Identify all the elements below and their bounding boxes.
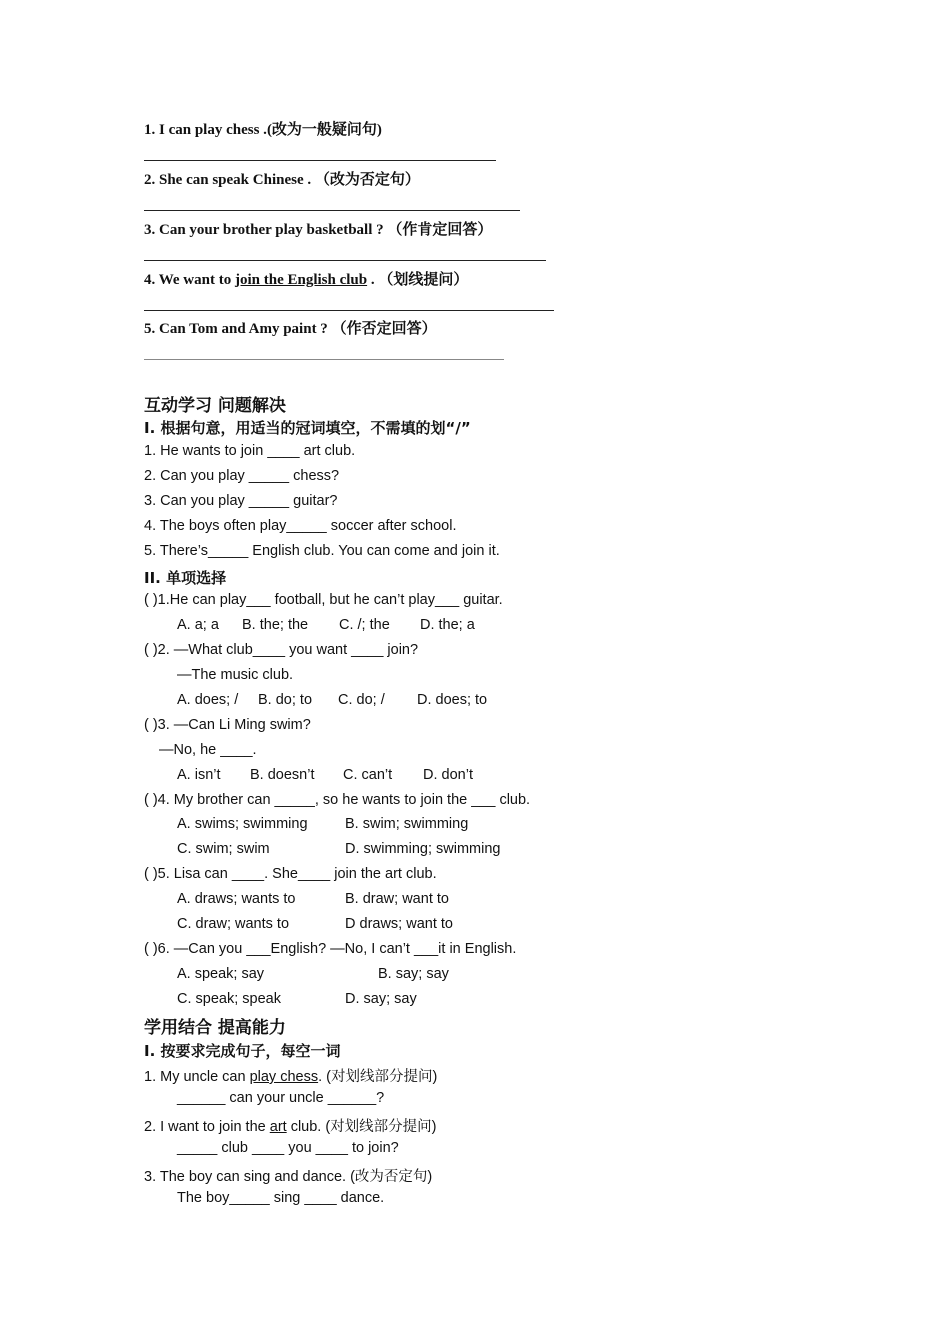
task-text: 3. The boy can sing and dance. (改为否定句) <box>144 1169 433 1185</box>
question: ( )5. Lisa can ____. She____ join the art club. <box>144 866 437 882</box>
underlined-phrase: art <box>269 1119 287 1135</box>
exercise-text: 3. Can your brother play basketball ? <box>144 222 388 238</box>
exercise-2 <box>144 168 420 189</box>
option: D. don’t <box>423 767 473 783</box>
answer-line <box>144 160 496 161</box>
task-text: club. (对划线部分提问) <box>286 1119 437 1135</box>
question: ( )6. —Can you ___English? —No, I can’t ___it in English. <box>144 941 517 957</box>
question: ( )3. —Can Li Ming swim? <box>144 717 311 733</box>
fill-item: 1. He wants to join ____ art club. <box>144 443 356 459</box>
exercise-text: 4. We want to <box>144 272 235 288</box>
answer-line <box>144 359 504 360</box>
option: C. can’t <box>343 767 393 783</box>
fill-item: 2. Can you play _____ chess? <box>144 468 340 484</box>
option: C. do; / <box>338 692 385 708</box>
question: ( )2. —What club____ you want ____ join? <box>144 642 419 658</box>
fill-item: 5. There’s_____ English club. You can come and join it. <box>144 543 500 559</box>
task-text: 2. I want to join the <box>144 1119 270 1135</box>
section-title: 学用结合 提高能力 <box>144 1018 286 1038</box>
option: D. does; to <box>417 692 488 708</box>
option: B. the; the <box>242 617 309 633</box>
option: C. draw; wants to <box>177 916 290 932</box>
exercise-text: . <box>367 272 379 288</box>
exercise-5 <box>144 317 437 338</box>
question: ( )4. My brother can _____, so he wants to join the ___ club. <box>144 792 531 808</box>
option: D. say; say <box>345 991 417 1007</box>
exercise-text: 2. She can speak Chinese . <box>144 172 315 188</box>
exercise-instruction: (改为一般疑问句) <box>266 122 382 138</box>
task-answer: _____ club ____ you ____ to join? <box>177 1140 399 1156</box>
task-item <box>144 1165 432 1186</box>
part-title: II. 单项选择 <box>144 569 227 587</box>
exercise-4 <box>144 268 468 289</box>
answer-line <box>144 260 546 261</box>
option: A. a; a <box>177 617 219 633</box>
fill-item: 3. Can you play _____ guitar? <box>144 493 338 509</box>
option: A. draws; wants to <box>177 891 296 907</box>
question-line: —No, he ____. <box>159 742 257 758</box>
exercise-instruction: （改为否定句） <box>314 172 420 188</box>
underlined-phrase: play chess <box>249 1069 319 1085</box>
option: D. swimming; swimming <box>345 841 501 857</box>
exercise-instruction: （作否定回答） <box>331 321 437 337</box>
part-title: I. 按要求完成句子，每空一词 <box>144 1042 341 1060</box>
option: B. swim; swimming <box>345 816 469 832</box>
option: C. swim; swim <box>177 841 270 857</box>
option: B. doesn’t <box>250 767 315 783</box>
option: C. /; the <box>339 617 390 633</box>
answer-line <box>144 310 554 311</box>
exercise-text: 5. Can Tom and Amy paint ? <box>144 321 332 337</box>
option: C. speak; speak <box>177 991 281 1007</box>
option: B. draw; want to <box>345 891 449 907</box>
option: A. isn’t <box>177 767 221 783</box>
option: A. speak; say <box>177 966 265 982</box>
task-item <box>144 1115 437 1136</box>
option: D. the; a <box>420 617 475 633</box>
part-title: I. 根据句意，用适当的冠词填空，不需填的划“/” <box>144 419 471 437</box>
question: ( )1.He can play___ football, but he can’t play___ guitar. <box>144 592 503 608</box>
task-text: 1. My uncle can <box>144 1069 250 1085</box>
exercise-text: 1. I can play chess . <box>144 122 267 138</box>
option: B. do; to <box>258 692 313 708</box>
question-line: —The music club. <box>177 667 294 683</box>
fill-item: 4. The boys often play_____ soccer after school. <box>144 518 457 534</box>
exercise-instruction: （划线提问） <box>378 272 469 288</box>
exercise-1 <box>144 118 382 139</box>
exercise-instruction: （作肯定回答） <box>387 222 493 238</box>
section-title: 互动学习 问题解决 <box>144 396 286 416</box>
task-text: . (对划线部分提问) <box>318 1069 438 1085</box>
underlined-phrase: join the English club <box>234 272 368 288</box>
task-item <box>144 1065 437 1086</box>
option: A. does; / <box>177 692 239 708</box>
task-answer: The boy_____ sing ____ dance. <box>177 1190 385 1206</box>
option: D draws; want to <box>345 916 453 932</box>
answer-line <box>144 210 520 211</box>
option: A. swims; swimming <box>177 816 308 832</box>
exercise-3 <box>144 218 492 239</box>
task-answer: ______ can your uncle ______? <box>177 1090 385 1106</box>
option: B. say; say <box>378 966 449 982</box>
